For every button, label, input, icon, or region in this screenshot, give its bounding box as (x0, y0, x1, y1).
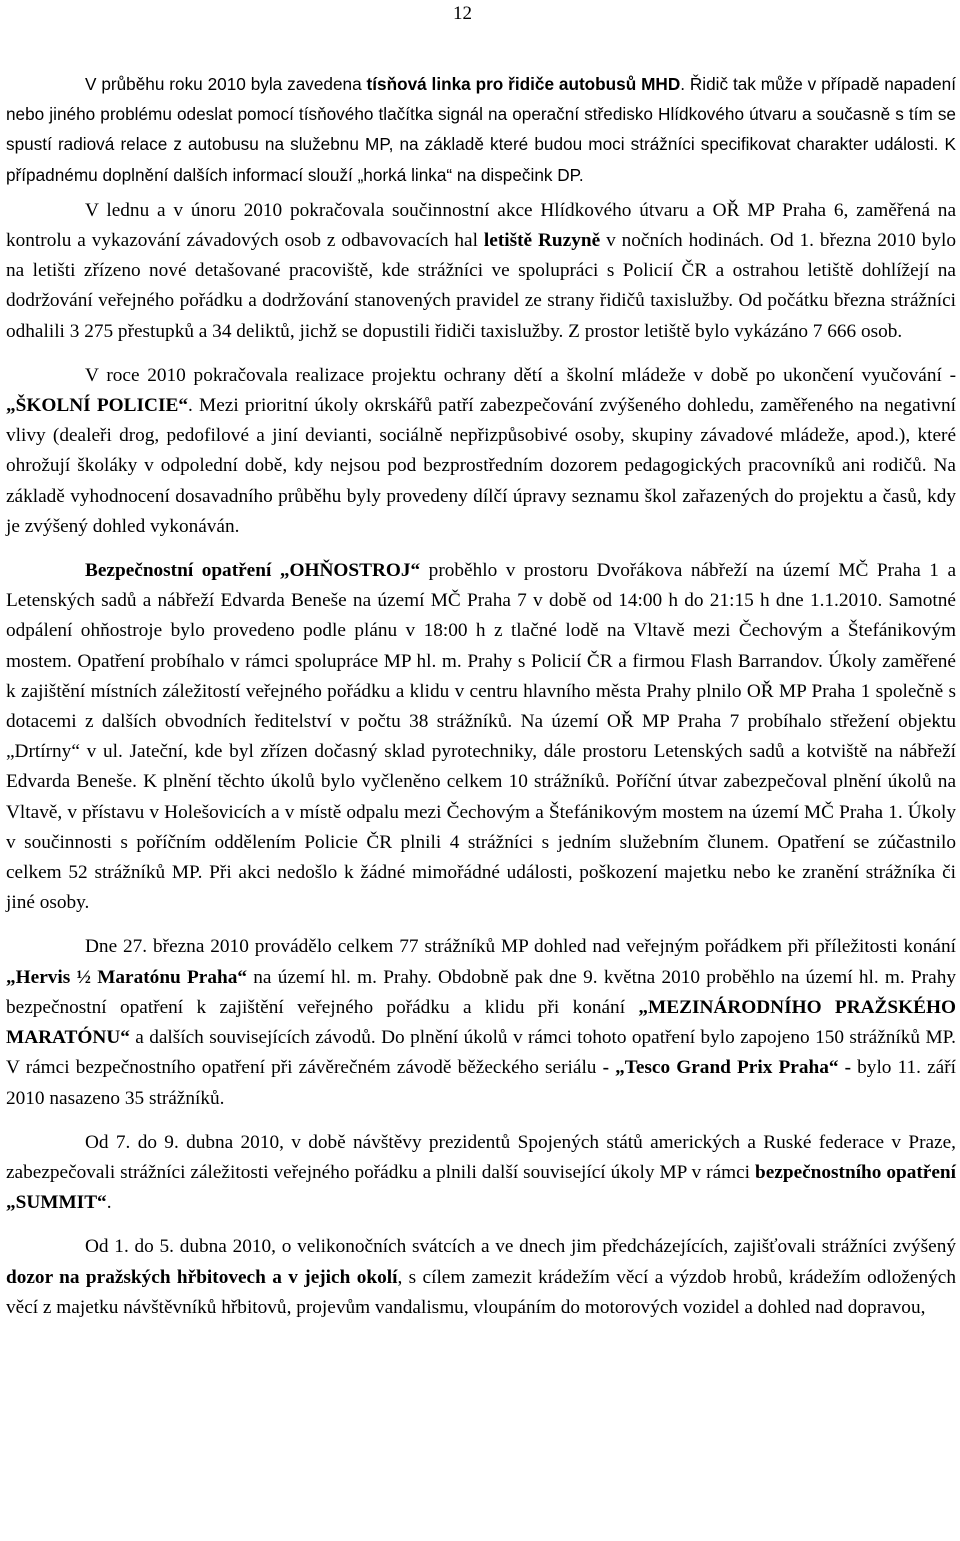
bold-run: dozor na pražských hřbitovech a v jejich okolí (6, 1266, 398, 1288)
paragraph-school-police (6, 361, 956, 542)
paragraph-emergency-line (6, 69, 956, 190)
bold-run: Bezpečnostní opatření „OHŇOSTROJ“ (85, 560, 421, 582)
bold-run: „Hervis ½ Maratónu Praha“ (6, 966, 247, 988)
text-run: . Řidič tak může v případě napadení nebo jiného problému odeslat pomocí tísňového tlačítka signál na operační středisko Hlídkového útvaru a současně s tím se spustí radiová relace z autobusu na služebnu MP, na základě které budou moci strážníci specifikovat charakter události. K případnému doplnění dalších informací slouží „horká linka“ na dispečink DP. (6, 74, 956, 185)
paragraph-airport (6, 196, 956, 347)
text-run: V průběhu roku 2010 byla zavedena (85, 74, 367, 94)
bold-run: letiště Ruzyně (483, 230, 601, 252)
bold-run: - „Tesco Grand Prix Praha“ - (602, 1057, 852, 1079)
paragraph-fireworks (6, 556, 956, 918)
bold-run: bezpečnostního opatření „SUMMIT“ (6, 1161, 956, 1214)
text-run: Dne 27. března 2010 provádělo celkem 77 strážníků MP dohled nad veřejným pořádkem při příležitosti konání (85, 936, 956, 958)
paragraph-summit (6, 1128, 956, 1219)
paragraph-easter-cemeteries (6, 1232, 956, 1323)
bold-run: „ŠKOLNÍ POLICIE“ (6, 395, 188, 417)
text-run: . (106, 1192, 112, 1214)
text-run: Od 7. do 9. dubna 2010, v době návštěvy prezidentů Spojených států amerických a Ruské federace v Praze, zabezpečovali strážníci záležitosti veřejného pořádku a plnili další související úkoly MP v rámci (6, 1131, 956, 1183)
text-run: na území hl. m. Prahy. Obdobně pak dne 9. května 2010 proběhlo na území hl. m. Prahy bezpečnostní opatření k zajištění veřejného pořádku a klidu při konání (6, 966, 956, 1018)
text-run: proběhlo v prostoru Dvořákova nábřeží na území MČ Praha 1 a Letenských sadů a nábřeží Edvarda Beneše na území MČ Praha 7 v době od 14:00 h do 21:15 h dne 1.1.2010. Samotné odpálení ohňostroje bylo provedeno podle plánu v 18:00 h z tlačné lodě na Vltavě mezi Čechovým a Štefánikovým mostem. Opatření probíhalo v rámci spolupráce MP hl. m. Prahy s Policií ČR a firmou Flash Barrandov. Úkoly zaměřené k zajištění místních záležitostí veřejného pořádku a klidu v centru hlavního města Prahy plnilo OŘ MP Praha 1 společně s dotacemi z dalších obvodních ředitelství v počtu 38 strážníků. Na území OŘ MP Praha 7 probíhalo střežení objektu „Drtírny“ v ul. Jateční, kde byl zřízen dočasný sklad pyrotechniky, dále prostoru Letenských sadů a kotviště na nábřeží Edvarda Beneše. K plnění těchto úkolů bylo vyčleněno celkem 10 strážníků. Poříční útvar zabezpečoval plnění úkolů na Vltavě, v přístavu v Holešovicích a v místě odpalu mezi Čechovým a Štefánikovým mostem na území MČ Praha 1. Úkoly v součinnosti s poříčním oddělením Policie ČR plnili 4 strážníci s jedním služebním člunem. Opatření se zúčastnilo celkem 52 strážníků MP. Při akci nedošlo k žádné mimořádné události, poškození majetku nebo ke zranění strážníka či jiné osoby. (6, 560, 956, 914)
bold-run: „MEZINÁRODNÍHO PRAŽSKÉHO MARATÓNU“ (6, 996, 956, 1049)
text-run: a dalších souvisejících závodů. Do plnění úkolů v rámci tohoto opatření bylo zapojeno 150 strážníků MP. V rámci bezpečnostního opatření při závěrečném závodě běžeckého seriálu (6, 1027, 956, 1079)
text-run: V lednu a v únoru 2010 pokračovala součinnostní akce Hlídkového útvaru a OŘ MP Praha 6, zaměřená na kontrolu a vykazování závadových osob z odbavovacích hal (6, 199, 956, 252)
page-number: 12 (453, 3, 472, 24)
document-body (6, 69, 956, 1323)
text-run: , s cílem zamezit krádežím věcí a výzdob hrobů, krádežím odložených věcí z majetku návštěvníků hřbitovů, projevům vandalismu, vloupáním do motorových vozidel a dohled nad dopravou, (6, 1266, 956, 1318)
bold-run: tísňová linka pro řidiče autobusů MHD (366, 74, 681, 94)
text-run: bylo 11. září 2010 nasazeno 35 strážníků. (6, 1057, 956, 1109)
text-run: . Mezi prioritní úkoly okrskářů patří zabezpečování zvýšeného dohledu, zaměřeného na negativní vlivy (dealeři drog, pedofilové a jiní devianti, sociálně nepřizpůsobivé osoby, skupiny závadové mládeže, apod.), které ohrožují školáky v odpolední době, kdy nejsou pod bezprostředním dozorem pedagogických pracovníků ani rodičů. Na základě vyhodnocení dosavadního průběhu byly provedeny dílčí úpravy seznamu škol zařazených do projektu a časů, kdy je zvýšený dohled vykonáván. (6, 395, 957, 537)
text-run: Od 1. do 5. dubna 2010, o velikonočních svátcích a ve dnech jim předcházejících, zajišťovali strážníci zvýšený (85, 1236, 956, 1258)
paragraph-marathons (6, 932, 956, 1113)
text-run: v nočních hodinách. Od 1. března 2010 bylo na letišti zřízeno nové detašované pracoviště, kde strážníci ve spolupráci s Policií ČR a ostrahou letiště dohlížejí na dodržování veřejného pořádku a dodržování stanovených pravidel ze strany řidičů taxislužby. Od počátku března strážníci odhalili 3 275 přestupků a 34 deliktů, jichž se dopustili řidiči taxislužby. Z prostor letiště bylo vykázáno 7 666 osob. (6, 230, 956, 342)
text-run: V roce 2010 pokračovala realizace projektu ochrany dětí a školní mládeže v době po ukončení vyučování - (85, 364, 956, 386)
